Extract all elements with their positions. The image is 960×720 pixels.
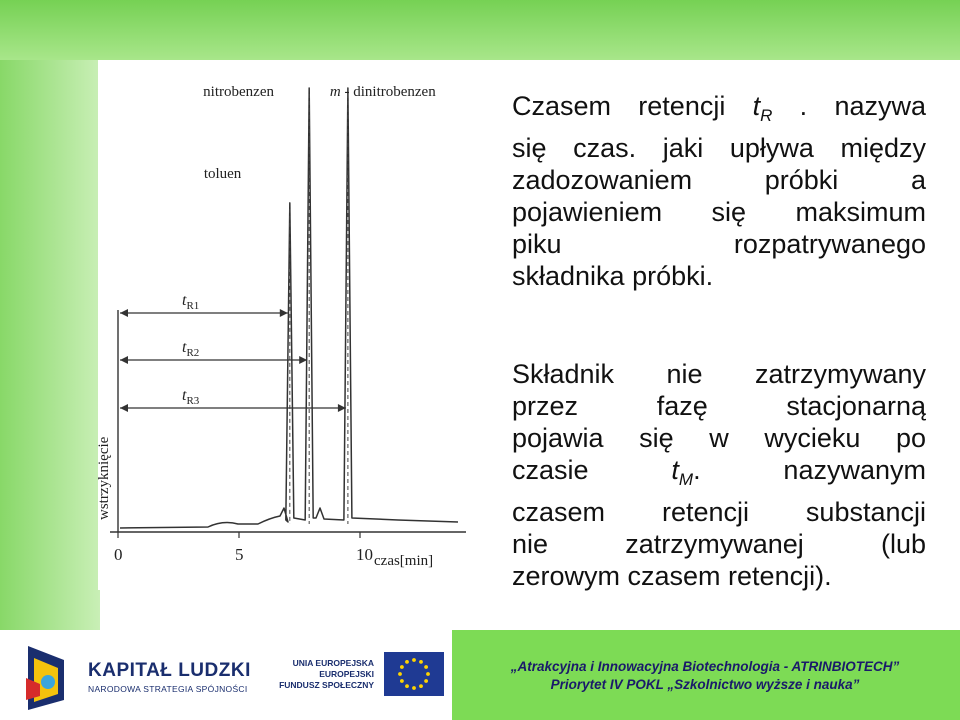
eu-line-1: UNIA EUROPEJSKA <box>292 658 374 668</box>
eu-star <box>400 665 404 669</box>
eu-star <box>400 679 404 683</box>
signal-trace <box>120 88 458 528</box>
eu-star <box>424 679 428 683</box>
left-green-band <box>0 60 100 640</box>
para2-line-3: pojawia się w wycieku po <box>512 423 926 453</box>
eu-star <box>419 684 423 688</box>
program-subtitle: NARODOWA STRATEGIA SPÓJNOŚCI <box>88 684 248 694</box>
x-tick-label-0: 0 <box>114 545 123 564</box>
chromatogram-svg <box>98 60 474 590</box>
eu-star <box>405 684 409 688</box>
para2-line-6: nie zatrzymywanej (lub <box>512 529 926 559</box>
peak-label-2: nitrobenzen <box>203 84 274 100</box>
program-name: KAPITAŁ LUDZKI <box>88 660 251 681</box>
para2-line-2: przez fazę stacjonarną <box>512 391 926 421</box>
para1-line-2: się czas. jaki upływa między <box>512 133 926 163</box>
paragraph-retention-time <box>512 90 926 292</box>
top-green-band <box>0 0 960 60</box>
para2-line-7: zerowym czasem retencji). <box>512 561 832 591</box>
retention-label-1: $t_{R1}$ <box>182 292 200 312</box>
eu-star <box>412 686 416 690</box>
para1-line-1: Czasem retencji $t_R$ . nazywa <box>512 91 926 125</box>
retention-arrowhead-left-2 <box>120 356 128 364</box>
peak-label-3: m - dinitrobenzen <box>329 84 436 100</box>
eu-star <box>398 672 402 676</box>
retention-arrowhead-right-1 <box>280 309 288 317</box>
retention-label-3: $t_{R3}$ <box>182 387 200 407</box>
retention-arrowhead-left-1 <box>120 309 128 317</box>
para1-line-6: składnika próbki. <box>512 261 714 291</box>
eu-star <box>426 672 430 676</box>
x-axis-label: czas[min] <box>374 553 434 569</box>
paragraph-dead-time <box>512 358 926 592</box>
peak-label-1: toluen <box>203 166 242 182</box>
eu-star <box>405 660 409 664</box>
chromatogram-figure <box>98 60 474 590</box>
project-title: „Atrakcyjna i Innowacyjna Biotechnologia - ATRINBIOTECH” <box>510 659 900 674</box>
kapital-ludzki-logo-icon <box>20 638 82 712</box>
para2-line-1: Składnik nie zatrzymywany <box>512 359 926 389</box>
eu-star <box>412 658 416 662</box>
injection-label: wstrzyknięcie <box>96 436 112 520</box>
x-tick-label-10: 10 <box>356 545 373 564</box>
para1-line-4: pojawieniem się maksimum <box>512 197 926 227</box>
eu-line-3: FUNDUSZ SPOŁECZNY <box>279 680 374 690</box>
project-priority: Priorytet IV POKL „Szkolnictwo wyższe i nauka” <box>550 677 860 692</box>
retention-label-2: $t_{R2}$ <box>182 339 200 359</box>
para1-line-3: zadozowaniem próbki a <box>512 165 926 195</box>
x-tick-label-5: 5 <box>235 545 244 564</box>
eu-star <box>419 660 423 664</box>
eu-line-2: EUROPEJSKI <box>319 669 374 679</box>
retention-arrowhead-left-3 <box>120 404 128 412</box>
eu-star <box>424 665 428 669</box>
para1-line-5: piku rozpatrywanego <box>512 229 926 259</box>
eu-flag-icon <box>384 652 444 696</box>
para2-line-4: czasie $t_M$. nazywanym <box>512 455 926 489</box>
eu-fund-text <box>270 658 374 691</box>
para2-line-5: czasem retencji substancji <box>512 497 926 527</box>
